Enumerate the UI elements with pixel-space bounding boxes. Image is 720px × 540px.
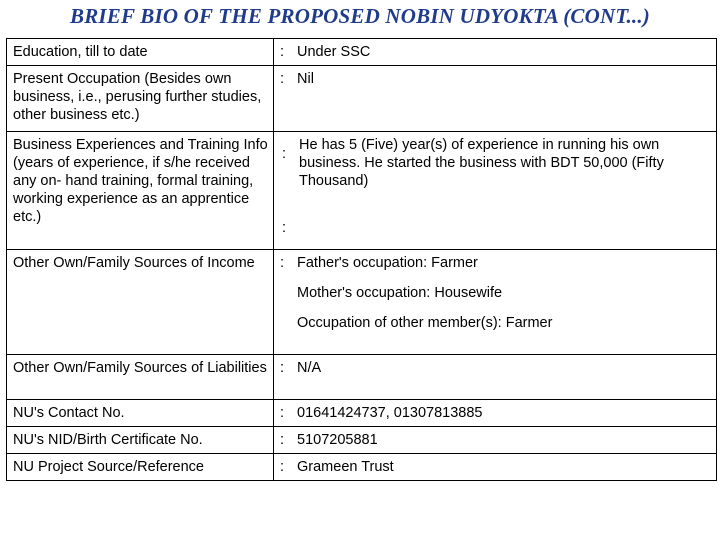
row-value-cell: [274, 39, 717, 66]
colon-separator: :: [280, 71, 285, 87]
table-row-contact: [7, 400, 717, 427]
row-label: Other Own/Family Sources of Liabilities: [7, 355, 274, 400]
row-value: 5107205881: [297, 432, 378, 448]
row-label: Present Occupation (Besides own business, i.e., perusing further studies, other business etc.): [7, 66, 274, 132]
row-value-cell: [274, 427, 717, 454]
colon-separator: :: [282, 146, 287, 162]
row-value-cell: [274, 400, 717, 427]
colon-separator: :: [280, 255, 285, 271]
row-value: Grameen Trust: [297, 459, 394, 475]
colon-separator: :: [282, 220, 287, 236]
table-row-nid: [7, 427, 717, 454]
row-value-cell: [274, 66, 717, 132]
colon-separator: :: [280, 44, 285, 60]
table-row-present-occupation: [7, 66, 717, 132]
row-label: NU Project Source/Reference: [7, 454, 274, 481]
row-value-cell: [274, 355, 717, 400]
row-value-cell: [274, 250, 717, 355]
row-value: Under SSC: [297, 44, 371, 60]
row-label: Business Experiences and Training Info (years of experience, if s/he received any on- hand training, formal training, working experience as an apprentice etc.): [7, 132, 274, 250]
row-value: Occupation of other member(s): Farmer: [297, 315, 553, 331]
colon-separator: :: [280, 432, 285, 448]
row-value: Nil: [297, 71, 314, 87]
row-value: 01641424737, 01307813885: [297, 405, 483, 421]
row-value-cell: [274, 454, 717, 481]
colon-separator: :: [280, 405, 285, 421]
table-row-liabilities: [7, 355, 717, 400]
bio-table: [6, 38, 717, 481]
row-label: Other Own/Family Sources of Income: [7, 250, 274, 355]
row-label: Education, till to date: [7, 39, 274, 66]
colon-separator: :: [280, 459, 285, 475]
table-row-business-experience: [7, 132, 717, 250]
table-row-education: [7, 39, 717, 66]
table-row-income-sources: [7, 250, 717, 355]
row-label: NU's NID/Birth Certificate No.: [7, 427, 274, 454]
row-value-cell: [274, 132, 717, 250]
page-title: BRIEF BIO OF THE PROPOSED NOBIN UDYOKTA (CONT...): [69, 4, 651, 28]
row-value: He has 5 (Five) year(s) of experience in running his own business. He started the business with BDT 50,000 (Fifty Thousand): [299, 137, 664, 189]
row-value: Mother's occupation: Housewife: [297, 285, 503, 301]
row-value: Father's occupation: Farmer: [297, 255, 478, 271]
table-row-project-source: [7, 454, 717, 481]
row-value: N/A: [297, 360, 322, 376]
colon-separator: :: [280, 360, 285, 376]
row-label: NU's Contact No.: [7, 400, 274, 427]
